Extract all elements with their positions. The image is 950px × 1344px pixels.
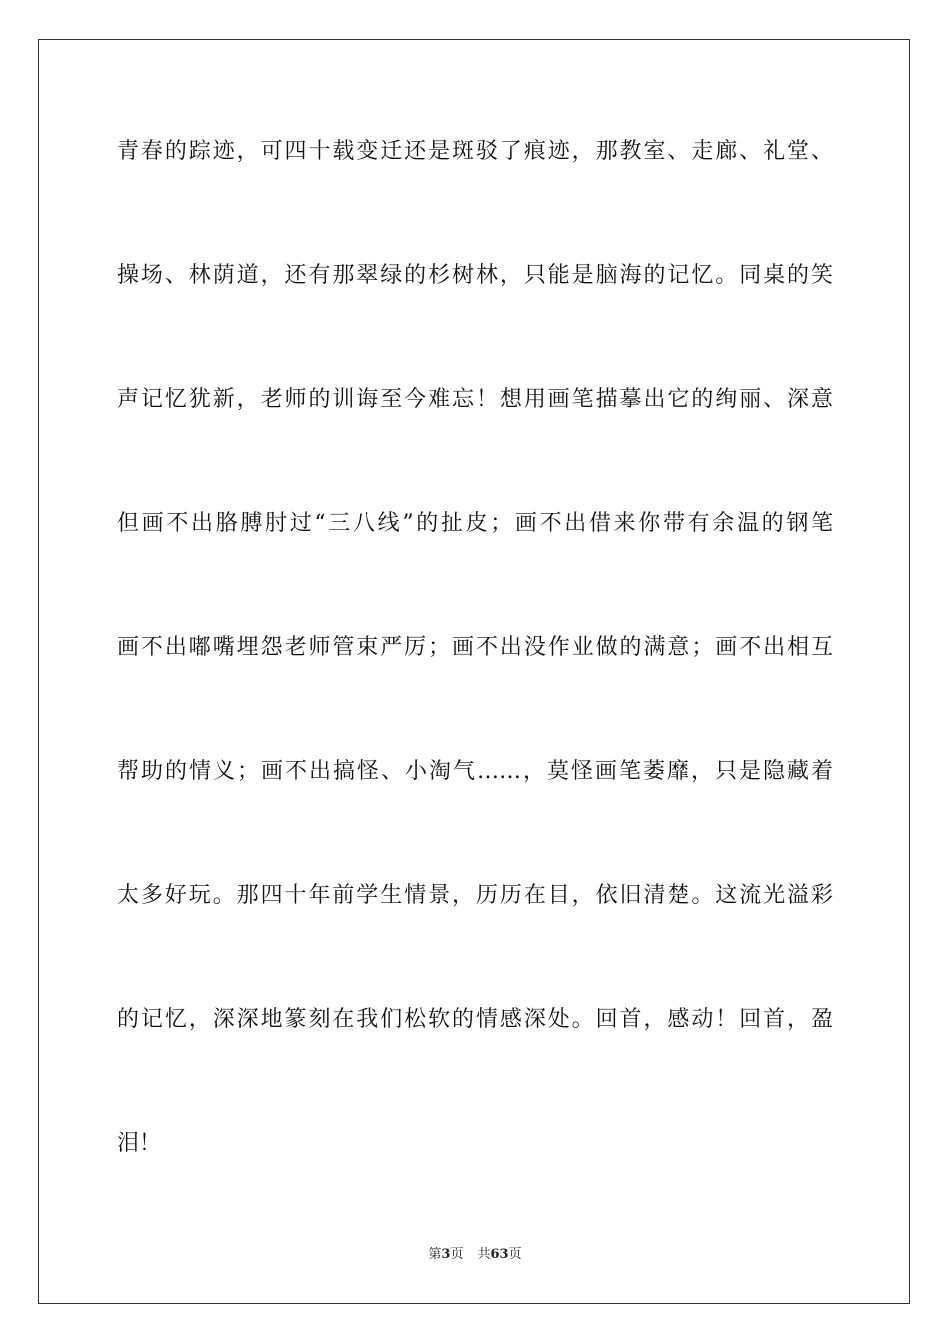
total-prefix: 共 bbox=[477, 1247, 491, 1262]
page-number: 3 bbox=[441, 1247, 451, 1262]
page-prefix: 第 bbox=[428, 1247, 442, 1262]
paragraph-line: 青春的踪迹，可四十载变迁还是斑驳了痕迹，那教室、走廊、礼堂、 bbox=[117, 139, 833, 164]
paragraph-line: 的记忆，深深地篆刻在我们松软的情感深处。回首，感动！回首，盈 bbox=[117, 1007, 833, 1032]
total-suffix: 页 bbox=[508, 1247, 522, 1262]
page-border bbox=[38, 39, 910, 1304]
page-suffix: 页 bbox=[450, 1247, 464, 1262]
paragraph-line: 声记忆犹新，老师的训诲至今难忘！想用画笔描摹出它的绚丽、深意 bbox=[117, 387, 833, 412]
paragraph-line: 画不出嘟嘴埋怨老师管束严厉；画不出没作业做的满意；画不出相互 bbox=[117, 635, 833, 660]
paragraph-line: 但画不出胳膊肘过“三八线”的扯皮；画不出借来你带有余温的钢笔 bbox=[117, 511, 833, 536]
page-footer bbox=[0, 1246, 950, 1264]
paragraph-line: 操场、林荫道，还有那翠绿的杉树林，只能是脑海的记忆。同桌的笑 bbox=[117, 263, 833, 288]
paragraph-line: 帮助的情义；画不出搞怪、小淘气……，莫怪画笔萎靡，只是隐藏着 bbox=[117, 759, 833, 784]
total-pages: 63 bbox=[490, 1247, 509, 1262]
paragraph-line: 泪！ bbox=[117, 1131, 162, 1156]
paragraph-line: 太多好玩。那四十年前学生情景，历历在目，依旧清楚。这流光溢彩 bbox=[117, 883, 833, 908]
